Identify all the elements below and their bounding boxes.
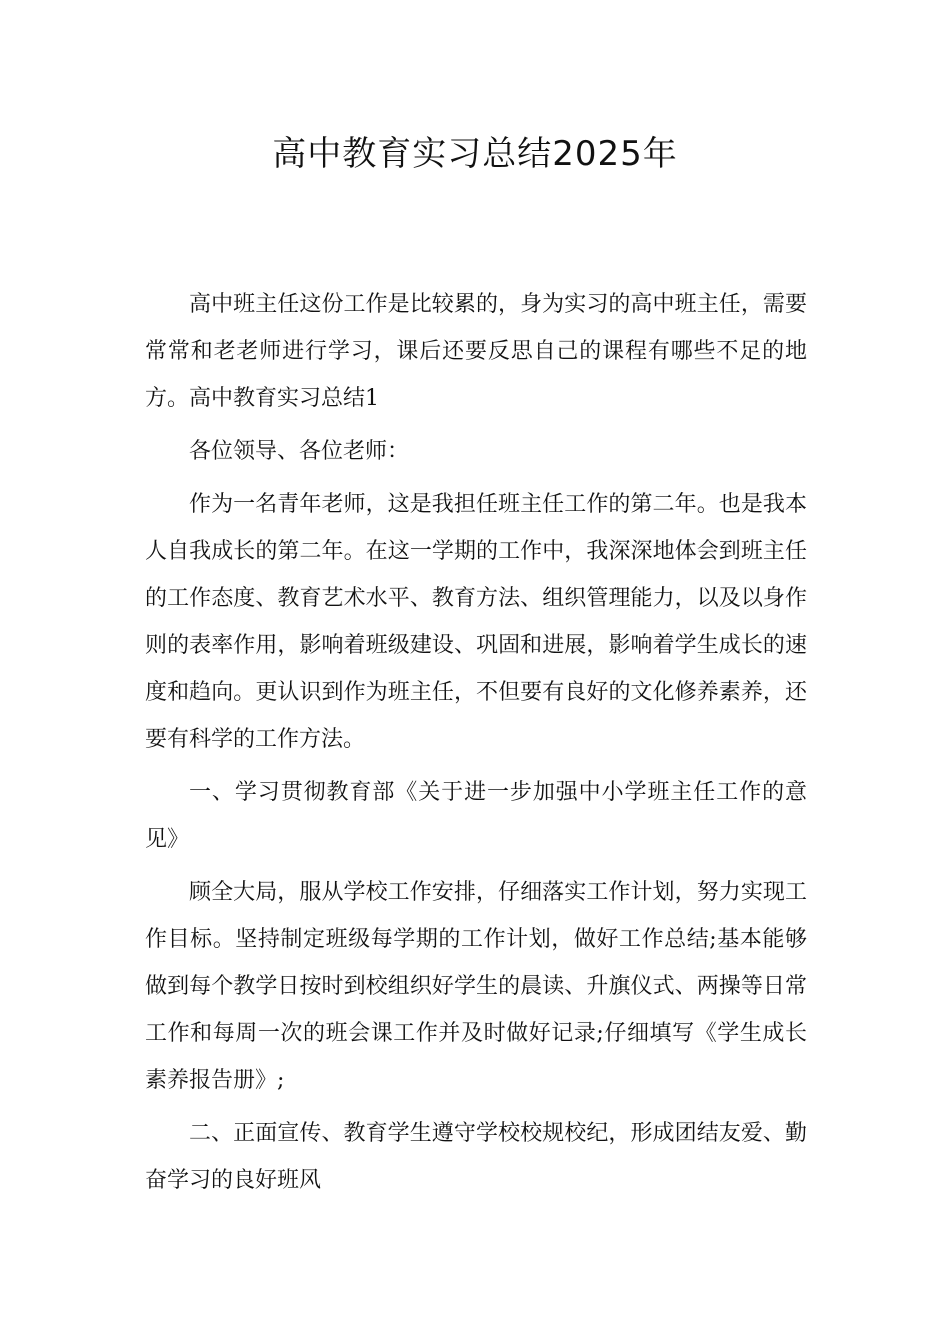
- document-body: [145, 281, 807, 1210]
- paragraph-section-one-heading: 一、学习贯彻教育部《关于进一步加强中小学班主任工作的意见》: [145, 780, 807, 852]
- document-title: 高中教育实习总结2025年: [272, 134, 678, 174]
- paragraph-self-reflection: 作为一名青年老师，这是我担任班主任工作的第二年。也是我本人自我成长的第二年。在这一学期的工作中，我深深地体会到班主任的工作态度、教育艺术水平、教育方法、组织管理能力，以及以身作则的表率作用，影响着班级建设、巩固和进展，影响着学生成长的速度和趋向。更认识到作为班主任，不但要有良好的文化修养素养，还要有科学的工作方法。: [145, 492, 807, 752]
- paragraph-salutation: 各位领导、各位老师：: [189, 439, 410, 464]
- paragraph-section-one-body: 顾全大局，服从学校工作安排，仔细落实工作计划，努力实现工作目标。坚持制定班级每学期的工作计划，做好工作总结;基本能够做到每个教学日按时到校组织好学生的晨读、升旗仪式、两操等日常工作和每周一次的班会课工作并及时做好记录;仔细填写《学生成长素养报告册》;: [145, 880, 807, 1093]
- paragraph-section-two-heading: 二、正面宣传、教育学生遵守学校校规校纪，形成团结友爱、勤奋学习的良好班风: [145, 1121, 807, 1193]
- paragraph-intro: 高中班主任这份工作是比较累的，身为实习的高中班主任，需要常常和老老师进行学习，课后还要反思自己的课程有哪些不足的地方。高中教育实习总结1: [145, 292, 807, 411]
